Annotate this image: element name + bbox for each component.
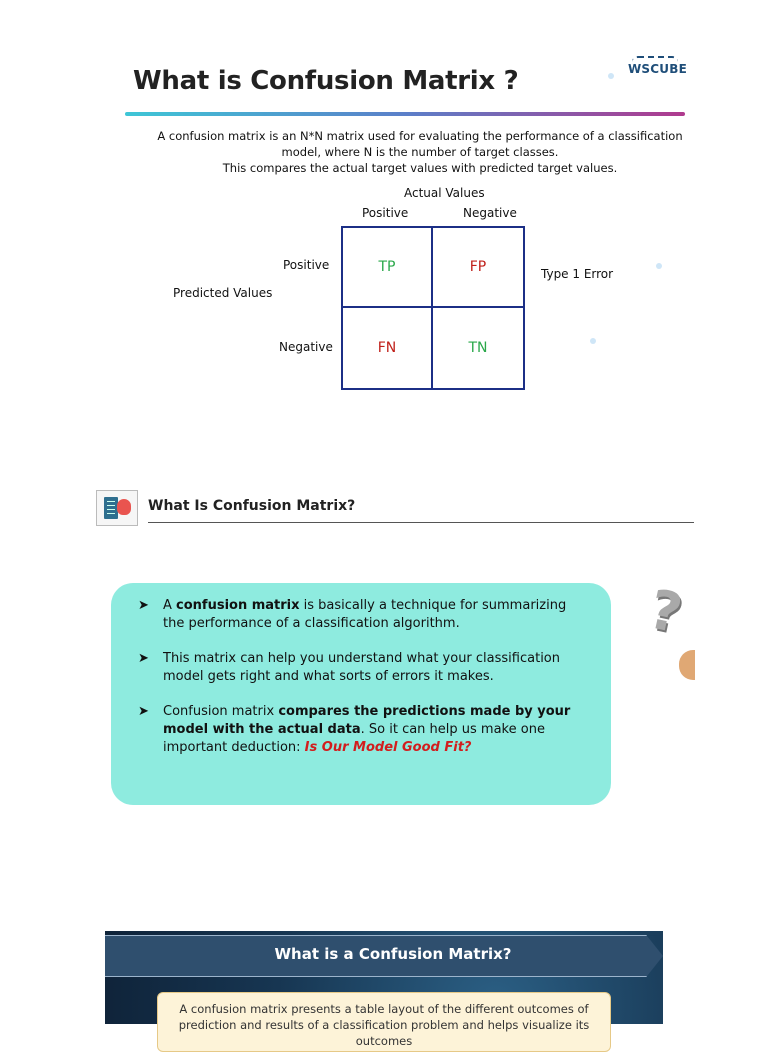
bullet-item [138,703,588,757]
logo-text: WSCUBE [628,62,687,76]
slide3-panel [105,931,663,1048]
slide3-title: What is a Confusion Matrix? [274,945,512,963]
bullet-bold: compares the predictions made by your model with the actual data [163,704,571,737]
row-header-negative: Negative [279,340,333,354]
spreadsheet-icon [104,497,118,519]
slide1-description [150,128,690,176]
decor-dot [590,338,596,344]
confusion-matrix-grid [341,226,525,390]
decor-dot [608,73,614,79]
definition-bullets [138,597,588,774]
spreadsheet-brain-icon [96,490,138,526]
type-1-error-label: Type 1 Error [541,267,614,281]
hand-icon [679,650,695,680]
bullet-text: is basically a technique for summarizing the performance of a classification algorithm. [163,598,567,631]
brain-icon [117,499,131,515]
description-line: This compares the actual target values with predicted target values. [222,161,618,175]
cell-false-positive: FP [433,228,523,308]
bullet-item [138,650,588,686]
slide1-title: What is Confusion Matrix ? [133,66,519,96]
bullet-text: A [163,598,177,613]
bullet-text: This matrix can help you understand what your classification model gets right and what sorts of errors it makes. [163,651,560,684]
bullet-text: . So it can help us make one important deduction: [163,722,545,755]
slide2-underline [148,522,694,523]
bullet-bold: confusion matrix [176,598,300,613]
decor-dot [656,263,662,269]
good-fit-highlight: Is Our Model Good Fit? [304,740,472,755]
column-header-negative: Negative [463,206,517,220]
cell-false-negative: FN [343,308,433,388]
slide3-description-card: A confusion matrix presents a table layout of the different outcomes of prediction and results of a classification problem and helps visualize its outcomes [157,992,611,1052]
cell-true-negative: TN [468,340,488,356]
predicted-values-label: Predicted Values [173,286,273,300]
bullet-item [138,597,588,633]
actual-values-label: Actual Values [404,186,485,200]
description-line: A confusion matrix is an N*N matrix used for evaluating the performance of a classification [157,129,683,143]
description-line: model, where N is the number of target classes. [281,145,559,159]
wscube-logo [626,56,688,82]
cell-true-positive: TP [343,228,433,308]
question-mark-icon: ? [643,577,688,646]
bullet-text: Confusion matrix [163,704,279,719]
title-underline [125,112,685,116]
row-header-positive: Positive [283,258,330,272]
slide2-title: What Is Confusion Matrix? [148,498,356,514]
column-header-positive: Positive [362,206,409,220]
